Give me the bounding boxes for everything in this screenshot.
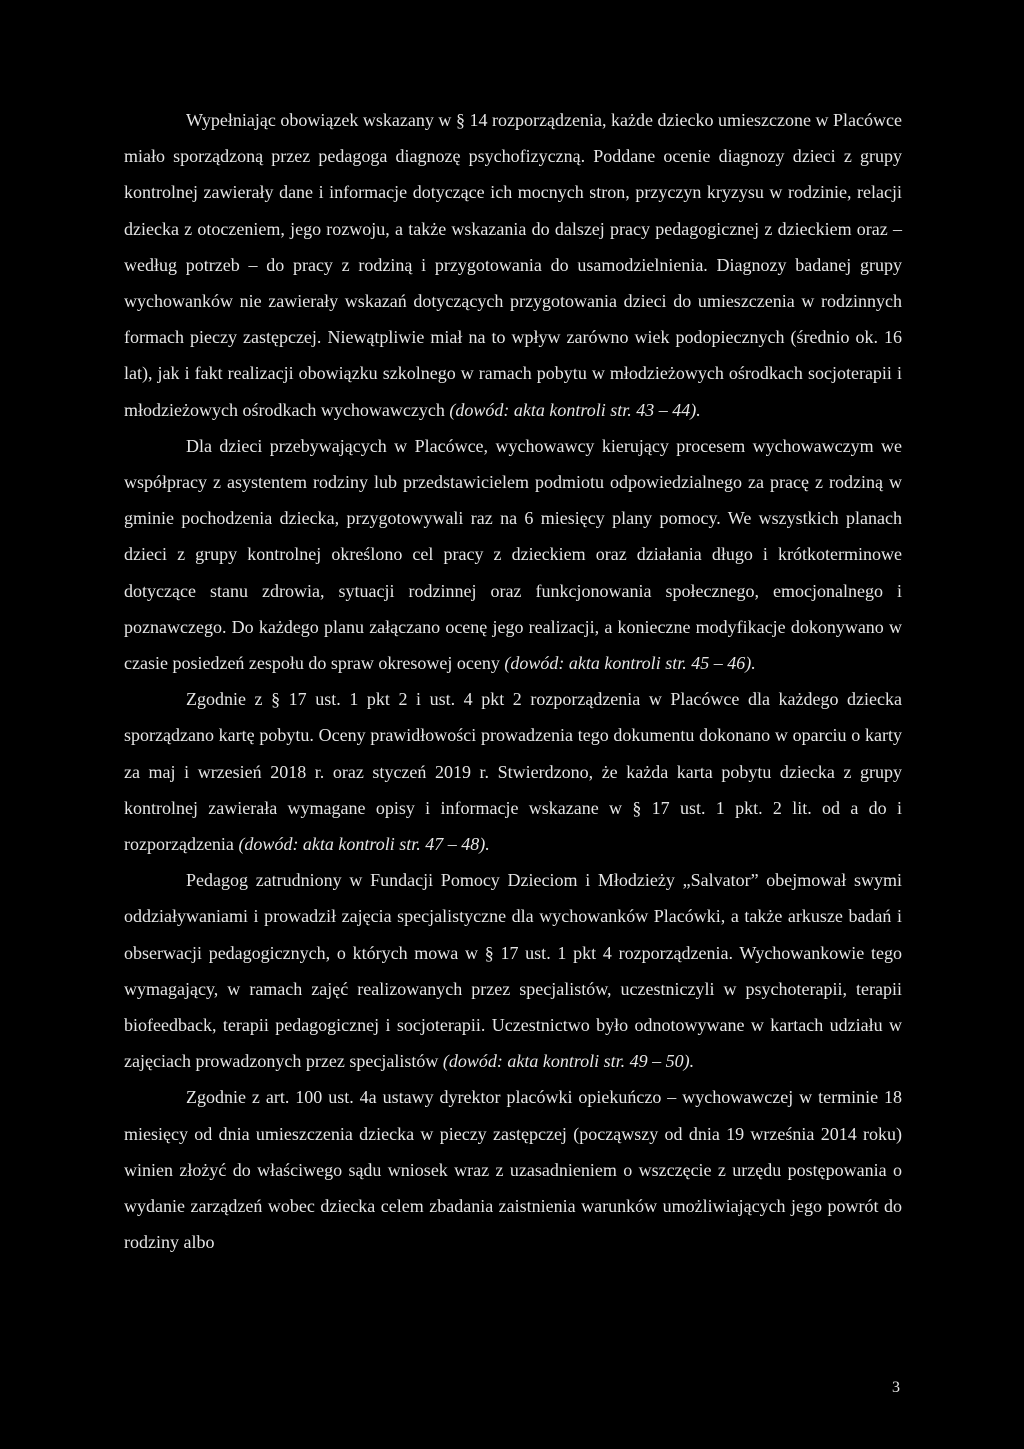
paragraph-support-plans [124,428,902,681]
evidence-citation: (dowód: akta kontroli str. 43 – 44). [449,399,701,420]
page-number: 3 [892,1379,900,1396]
evidence-citation: (dowód: akta kontroli str. 49 – 50). [442,1051,695,1072]
paragraph-text: Dla dzieci przebywających w Placówce, wychowawcy kierujący procesem wychowawczym we współpracy z asystentem rodziny lub przedstawicielem podmiotu odpowiedzialnego za pracę z rodziną w gminie pochodzenia dziecka, przygotowywali raz na 6 miesięcy plany pomocy. We wszystkich planach dzieci z grupy kontrolnej określono cel pracy z dzieckiem oraz działania długo i krótkoterminowe dotyczące stanu zdrowia, sytuacji rodzinnej oraz funkcjonowania społecznego, emocjonalnego i poznawczego. Do każdego planu załączano ocenę jego realizacji, a konieczne modyfikacje dokonywano w czasie posiedzeń zespołu do spraw okresowej oceny [124,435,902,674]
paragraph-stay-cards [124,681,902,862]
evidence-citation: (dowód: akta kontroli str. 45 – 46). [504,653,756,674]
paragraph-court-motion [124,1079,902,1260]
body-text [124,102,902,1261]
evidence-citation: (dowód: akta kontroli str. 47 – 48). [238,834,490,855]
paragraph-text: Wypełniając obowiązek wskazany w § 14 rozporządzenia, każde dziecko umieszczone w Placówce miało sporządzoną przez pedagoga diagnozę psychofizyczną. Poddane ocenie diagnozy dzieci z grupy kontrolnej zawierały dane i informacje dotyczące ich mocnych stron, przyczyn kryzysu w rodzinie, relacji dziecka z otoczeniem, jego rozwoju, a także wskazania do dalszej pracy pedagogicznej z dzieckiem oraz – według potrzeb – do pracy z rodziną i przygotowania do usamodzielnienia. Diagnozy badanej grupy wychowanków nie zawierały wskazań dotyczących przygotowania dzieci do umieszczenia w rodzinnych formach pieczy zastępczej. Niewątpliwie miał na to wpływ zarówno wiek podopiecznych (średnio ok. 16 lat), jak i fakt realizacji obowiązku szkolnego w ramach pobytu w młodzieżowych ośrodkach socjoterapii i młodzieżowych ośrodkach wychowawczych [124,110,902,420]
paragraph-text: Zgodnie z § 17 ust. 1 pkt 2 i ust. 4 pkt 2 rozporządzenia w Placówce dla każdego dziecka sporządzano kartę pobytu. Oceny prawidłowości prowadzenia tego dokumentu dokonano w oparciu o karty za maj i wrzesień 2018 r. oraz styczeń 2019 r. Stwierdzono, że każda karta pobytu dziecka z grupy kontrolnej zawierała wymagane opisy i informacje wskazane w § 17 ust. 1 pkt. 2 lit. od a do i rozporządzenia [124,689,902,855]
paragraph-text: Zgodnie z art. 100 ust. 4a ustawy dyrektor placówki opiekuńczo – wychowawczej w terminie 18 miesięcy od dnia umieszczenia dziecka w pieczy zastępczej (począwszy od dnia 19 września 2014 roku) winien złożyć do właściwego sądu wniosek wraz z uzasadnieniem o wszczęcie z urzędu postępowania o wydanie zarządzeń wobec dziecka celem zbadania zaistnienia warunków umożliwiających jego powrót do rodziny albo [124,1087,902,1253]
paragraph-text: Pedagog zatrudniony w Fundacji Pomocy Dzieciom i Młodzieży „Salvator” obejmował swymi oddziaływaniami i prowadził zajęcia specjalistyczne dla wychowanków Placówki, a także arkusze badań i obserwacji pedagogicznych, o których mowa w § 17 ust. 1 pkt 4 rozporządzenia. Wychowankowie tego wymagający, w ramach zajęć realizowanych przez specjalistów, uczestniczyli w psychoterapii, terapii biofeedback, terapii pedagogicznej i socjoterapii. Uczestnictwo było odnotowywane w kartach udziału w zajęciach prowadzonych przez specjalistów [124,870,902,1072]
paragraph-diagnoses [124,102,902,428]
paragraph-pedagogue [124,862,902,1079]
